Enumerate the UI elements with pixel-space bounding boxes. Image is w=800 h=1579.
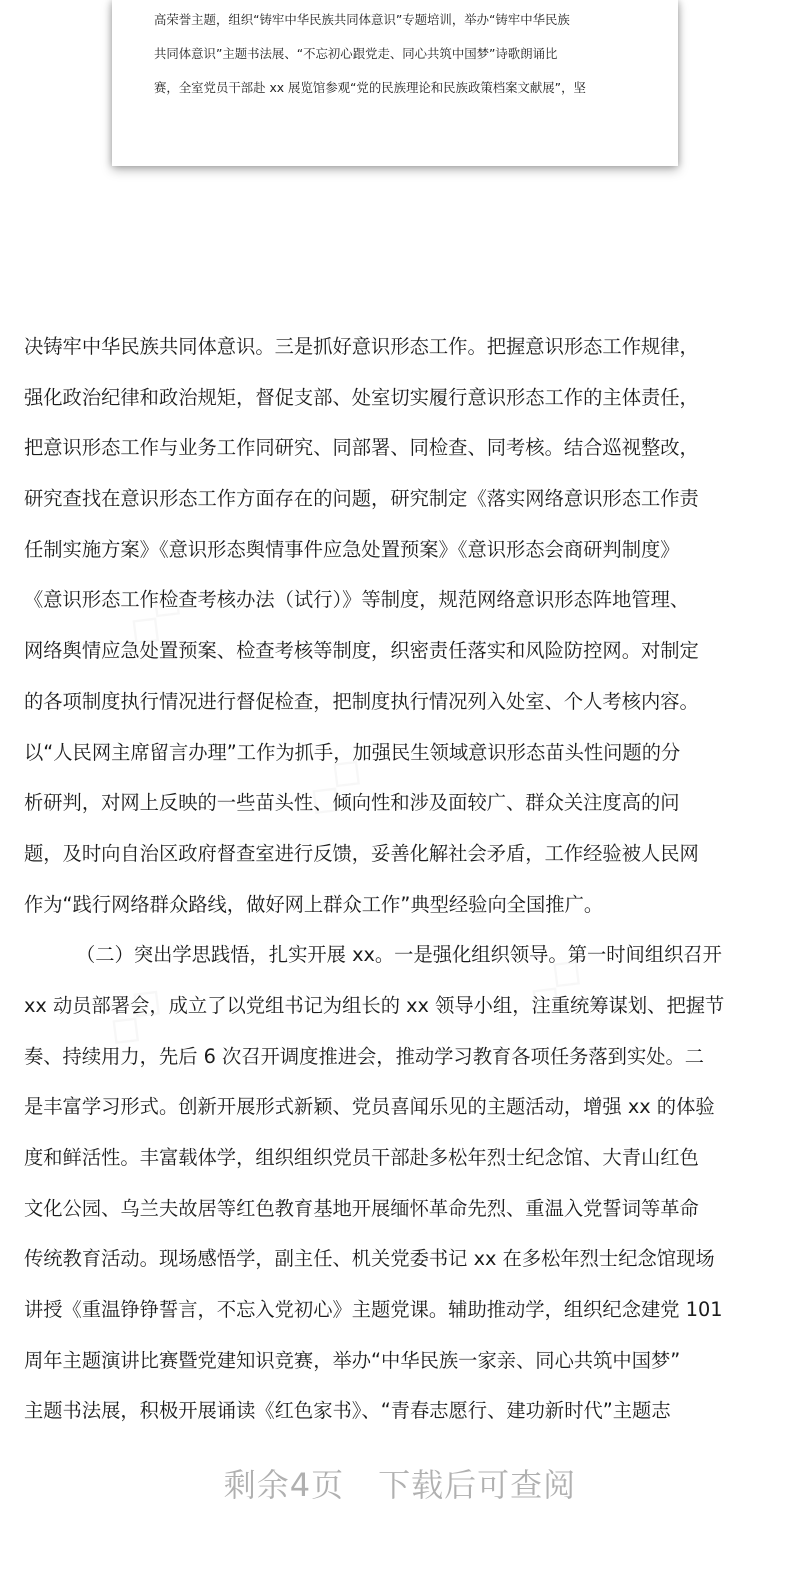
text-line: 奏、持续用力，先后 6 次召开调度推进会，推动学习教育各项任务落到实处。二 — [24, 1044, 705, 1068]
text-line: 讲授《重温铮铮誓言，不忘入党初心》主题党课。辅助推动学，组织纪念建党 101 — [24, 1298, 723, 1322]
text-line: 把意识形态工作与业务工作同研究、同部署、同检查、同考核。结合巡视整改， — [24, 436, 699, 460]
text-line: 主题书法展，积极开展诵读《红色家书》、“青春志愿行、建功新时代”主题志 — [24, 1399, 671, 1423]
remaining-pages-label: 剩余4页 — [223, 1466, 345, 1504]
preview-line: 赛，全室党员干部赴 xx 展览馆参观“党的民族理论和民族政策档案文献展”，坚 — [154, 80, 586, 95]
text-line: 强化政治纪律和政治规矩，督促支部、处室切实履行意识形态工作的主体责任， — [24, 385, 699, 409]
text-line: 研究查找在意识形态工作方面存在的问题，研究制定《落实网络意识形态工作责 — [24, 487, 699, 511]
download-to-read-more-button[interactable] — [0, 1460, 800, 1520]
text-line: 以“人民网主席留言办理”工作为抓手，加强民生领域意识形态苗头性问题的分 — [24, 740, 681, 764]
text-line: 题，及时向自治区政府督查室进行反馈，妥善化解社会矛盾，工作经验被人民网 — [24, 841, 699, 865]
text-line: 网络舆情应急处置预案、检查考核等制度，织密责任落实和风险防控网。对制定 — [24, 639, 699, 663]
download-hint-label: 下载后可查阅 — [378, 1466, 577, 1504]
text-line: 是丰富学习形式。创新开展形式新颖、党员喜闻乐见的主题活动，增强 xx 的体验 — [24, 1095, 715, 1119]
text-line: 决铸牢中华民族共同体意识。三是抓好意识形态工作。把握意识形态工作规律， — [24, 335, 699, 358]
text-line: 文化公园、乌兰夫故居等红色教育基地开展缅怀革命先烈、重温入党誓词等革命 — [24, 1196, 699, 1220]
preview-page-card — [112, 0, 678, 166]
text-line: xx 动员部署会，成立了以党组书记为组长的 xx 领导小组，注重统筹谋划、把握节 — [24, 993, 725, 1017]
text-line: 传统教育活动。现场感悟学，副主任、机关党委书记 xx 在多松年烈士纪念馆现场 — [24, 1247, 715, 1271]
section-heading-line: （二）突出学思践悟，扎实开展 xx。一是强化组织领导。第一时间组织召开 — [76, 943, 722, 967]
text-line: 《意识形态工作检查考核办法（试行）》等制度，规范网络意识形态阵地管理、 — [24, 588, 690, 612]
watermark: ◇◇ — [292, 743, 375, 828]
document-body — [24, 322, 784, 1437]
text-line: 任制实施方案》《意识形态舆情事件应急处置预案》《意识形态会商研判制度》 — [24, 537, 680, 561]
text-line: 的各项制度执行情况进行督促检查，把制度执行情况列入处室、个人考核内容。 — [24, 689, 699, 713]
text-line: 作为“践行网络群众路线，做好网上群众工作”典型经验向全国推广。 — [24, 892, 604, 916]
text-line: 析研判，对网上反映的一些苗头性、倾向性和涉及面较广、群众关注度高的问 — [24, 791, 680, 815]
preview-line: 共同体意识”主题书法展、“不忘初心跟党走、同心共筑中国梦”诗歌朗诵比 — [154, 46, 558, 61]
preview-line: 高荣誉主题，组织“铸牢中华民族共同体意识”专题培训，举办“铸牢中华民族 — [154, 12, 570, 27]
watermark: ◇◇ — [512, 943, 595, 1028]
watermark: ◇◇ — [92, 973, 175, 1058]
watermark: ◇◇ — [112, 573, 195, 658]
text-line: 周年主题演讲比赛暨党建知识竞赛，举办“中华民族一家亲、同心共筑中国梦” — [24, 1348, 681, 1372]
text-line: 度和鲜活性。丰富载体学，组织组织党员干部赴多松年烈士纪念馆、大青山红色 — [24, 1146, 699, 1169]
